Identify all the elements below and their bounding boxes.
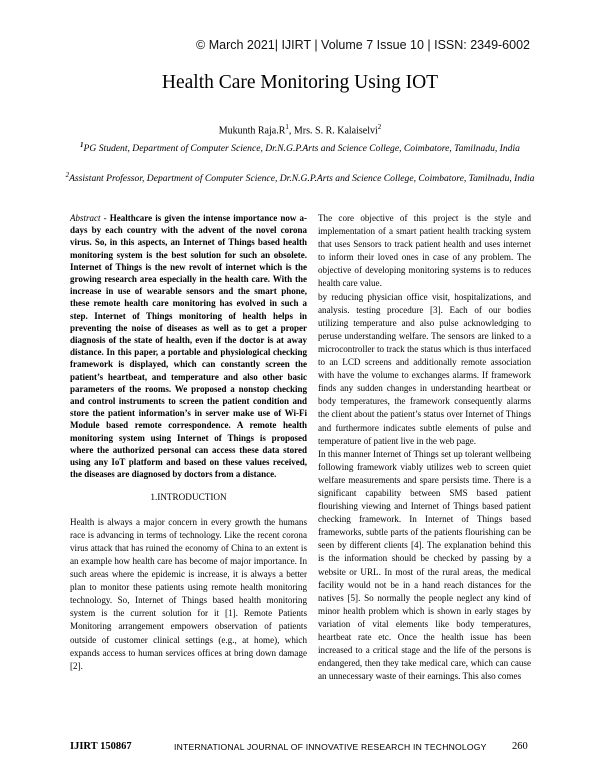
right-column (318, 212, 531, 683)
journal-header: © March 2021| IJIRT | Volume 7 Issue 10 | ISSN: 2349-6002 (196, 38, 530, 52)
affiliation-1-sup: 1 (80, 141, 84, 149)
right-paragraph-3: In this manner Internet of Things set up tolerant wellbeing following framework viably utilizes web to screen quiet welfare measurements and spare persists time. There is a significant capability between SMS based patient flourishing viewing and Internet of Things based patient checking framework. In Internet of Things based frameworks, subtle parts of the patients flourishing can be seen by different clients [4]. The explanation behind this is the information should be checked by passing by a website or URL. In most of the rural areas, the medical facility would not be in a hand reach distances for the natives [5]. So normally the people neglect any kind of minor health problem which is shown in early stages by variation of vital elements like body temperatures, heartbeat rate etc. Once the health issue has been increased to a critical stage and the life of the persons is endangered, then they take medical care, which can cause an unnecessary waste of their earnings. This also comes (318, 448, 531, 682)
footer-page-number: 260 (512, 741, 528, 752)
right-paragraph-1: The core objective of this project is the style and implementation of a smart patient health tracking system that uses Sensors to track patient health and uses internet to inform their loved ones in case of any problem. The objective of developing monitoring systems is to reduces health care value. (318, 213, 531, 289)
author-separator: , Mrs. S. R. Kalaiselvi (288, 125, 378, 137)
abstract-body: Healthcare is given the intense importance now a- days by each country with the advent of the novel corona virus. So, in this aspects, an Internet of Things based health monitoring system is the best solution for such an obsolete. Internet of Things is the new revolt of internet which is the growing research area especially in the health care. With the increase in use of wearable sensors and the smart phone, these remote health care monitoring has evolved in such a step. Internet of Things monitoring of health helps in preventing the noise of diseases as well as to get a proper diagnosis of the state of health, even if the doctor is at away distance. In this paper, a portable and physiological checking framework is displayed, which can constantly screen the patient’s heartbeat, and temperature and also other basic parameters of the rooms. We proposed a nonstop checking and control instruments to screen the patient condition and store the patient information’s in server make use of Wi-Fi Module based remote correspondence. A remote health monitoring system using Internet of Things is proposed where the authorized personal can access these data stored using any IoT platform and based on these values received, the diseases are diagnosed by doctors from a distance. (70, 213, 308, 480)
paper-title: Health Care Monitoring Using IOT (161, 72, 439, 93)
affiliation-1-text: PG Student, Department of Computer Science, Dr.N.G.P.Arts and Science College, Coimbatore, Tamilnadu, India (83, 143, 520, 155)
left-column (70, 212, 307, 673)
section-heading-introduction: 1.INTRODUCTION (150, 492, 227, 503)
right-paragraph-2: by reducing physician office visit, hospitalizations, and analysis. testing procedure [3]. Each of our bodies utilizing temperature and also pulse acknowledging to peruse understanding welfare. The sensors are linked to a microcontroller to track the status which is thus interfaced to an LCD screens and additionally remote association with have the volume to exchanges alarms. If framework finds any sudden changes in understanding heartbeat or body temperatures, the framework consequently alarms the client about the patient’s status over Internet of Things and furthermore indicates subtle elements of pulse and temperature of patient live in the web page. (318, 291, 531, 446)
affiliation-2-text: Assistant Professor, Department of Computer Science, Dr.N.G.P.Arts and Science College, Coimbatore, Tamilnadu, India (69, 173, 535, 185)
affiliation-1 (40, 138, 560, 157)
affiliation-2 (40, 168, 560, 187)
author-line (0, 123, 600, 136)
author-1-sup: 1 (285, 123, 289, 131)
intro-paragraph: Health is always a major concern in every growth the humans race is advancing in terms of technology. Like the recent corona virus attack that has ruined the economy of China to an extent is an example how health care has become of major importance. In such areas where the epidemic is increase, it is always a better plan to monitor these patients using remote health monitoring technology. So, Internet of Things based health monitoring system is the current solution for it [1]. Remote Patients Monitoring arrangement empowers observation of patients outside of customer clinical settings (e.g., at home), which expands access to human services offices at bring down damage [2]. (70, 516, 307, 671)
author-1: Mukunth Raja.R (218, 125, 286, 137)
footer-paper-id: IJIRT 150867 (70, 741, 132, 752)
author-2-sup: 2 (377, 123, 382, 131)
page-footer (0, 741, 600, 757)
abstract (70, 212, 307, 480)
affiliation-2-sup: 2 (65, 171, 70, 179)
abstract-lead: Abstract - (70, 213, 107, 223)
footer-journal-name: INTERNATIONAL JOURNAL OF INNOVATIVE RESEARCH IN TECHNOLOGY (174, 742, 487, 752)
